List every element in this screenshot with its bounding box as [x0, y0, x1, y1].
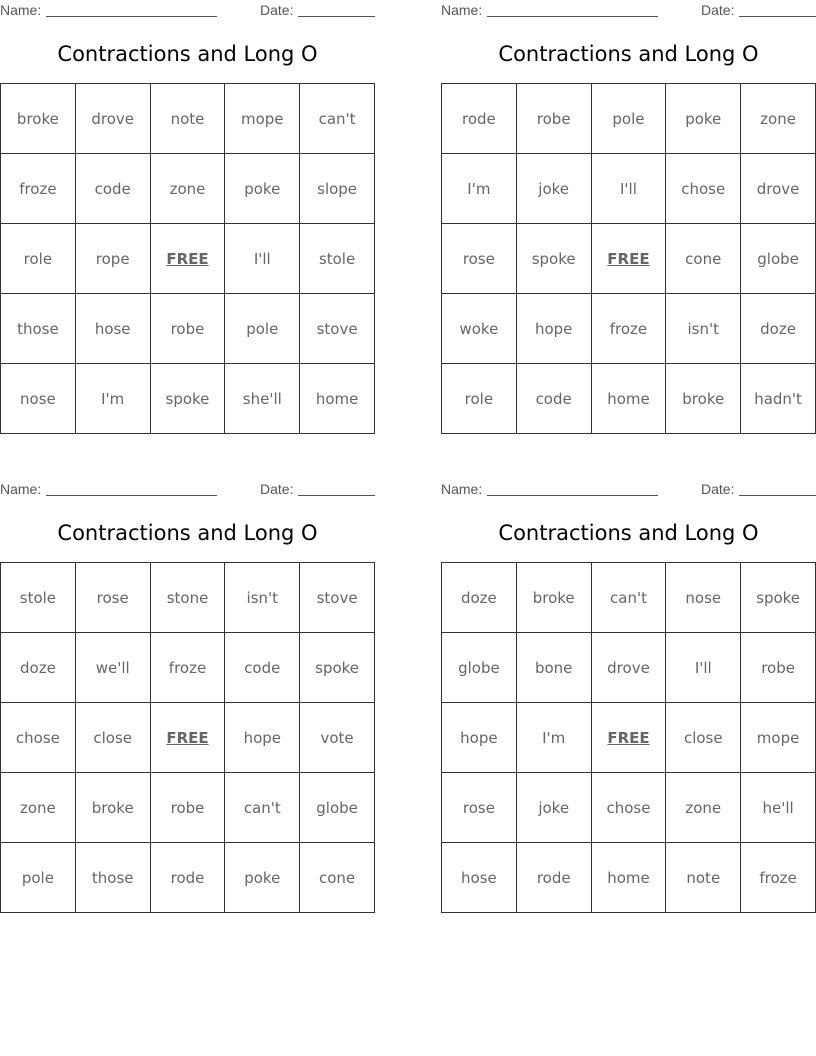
grid-cell: zone — [666, 773, 741, 843]
name-label: Name: — [441, 481, 483, 497]
grid-cell: broke — [516, 563, 591, 633]
grid-cell: froze — [150, 633, 225, 703]
grid-cell: pole — [1, 843, 76, 913]
grid-cell: can't — [225, 773, 300, 843]
bingo-grid — [0, 562, 375, 913]
grid-cell: poke — [666, 84, 741, 154]
grid-cell: rode — [150, 843, 225, 913]
bingo-grid — [0, 83, 375, 434]
grid-cell: she'll — [225, 364, 300, 434]
grid-cell: stove — [300, 563, 375, 633]
grid-cell: nose — [1, 364, 76, 434]
grid-cell: mope — [225, 84, 300, 154]
grid-row — [1, 364, 375, 434]
grid-cell: zone — [741, 84, 816, 154]
free-space: FREE — [150, 224, 225, 294]
grid-cell: robe — [150, 773, 225, 843]
grid-cell: code — [225, 633, 300, 703]
bingo-grid — [441, 562, 816, 913]
grid-cell: stole — [300, 224, 375, 294]
date-line — [298, 495, 375, 496]
date-line — [739, 495, 816, 496]
grid-cell: robe — [150, 294, 225, 364]
name-date-bar — [0, 0, 375, 20]
date-label: Date: — [701, 2, 735, 18]
grid-cell: I'm — [75, 364, 150, 434]
grid-cell: slope — [300, 154, 375, 224]
grid-cell: zone — [1, 773, 76, 843]
grid-cell: chose — [1, 703, 76, 773]
grid-cell: note — [666, 843, 741, 913]
grid-cell: globe — [741, 224, 816, 294]
grid-cell: bone — [516, 633, 591, 703]
grid-row — [1, 843, 375, 913]
grid-cell: hose — [442, 843, 517, 913]
name-date-bar — [441, 479, 816, 499]
grid-cell: hope — [516, 294, 591, 364]
name-label: Name: — [0, 481, 42, 497]
grid-cell: stove — [300, 294, 375, 364]
name-date-bar — [441, 0, 816, 20]
grid-cell: can't — [300, 84, 375, 154]
grid-cell: froze — [591, 294, 666, 364]
date-line — [739, 16, 816, 17]
grid-cell: role — [1, 224, 76, 294]
grid-cell: home — [300, 364, 375, 434]
card-title: Contractions and Long O — [498, 42, 759, 66]
grid-cell: he'll — [741, 773, 816, 843]
grid-cell: spoke — [300, 633, 375, 703]
name-line — [487, 16, 658, 17]
grid-cell: froze — [1, 154, 76, 224]
grid-cell: chose — [666, 154, 741, 224]
grid-cell: code — [516, 364, 591, 434]
date-label: Date: — [260, 2, 294, 18]
grid-cell: stole — [1, 563, 76, 633]
grid-cell: doze — [1, 633, 76, 703]
grid-row — [442, 633, 816, 703]
card-title: Contractions and Long O — [498, 521, 759, 545]
name-line — [487, 495, 658, 496]
grid-row — [442, 843, 816, 913]
grid-cell: I'll — [666, 633, 741, 703]
grid-cell: can't — [591, 563, 666, 633]
grid-cell: rode — [442, 84, 517, 154]
grid-cell: hope — [225, 703, 300, 773]
grid-cell: I'm — [516, 703, 591, 773]
grid-cell: poke — [225, 843, 300, 913]
grid-cell: joke — [516, 773, 591, 843]
grid-cell: those — [75, 843, 150, 913]
card-title: Contractions and Long O — [57, 521, 318, 545]
grid-row — [1, 773, 375, 843]
grid-cell: I'll — [225, 224, 300, 294]
grid-cell: vote — [300, 703, 375, 773]
grid-cell: stone — [150, 563, 225, 633]
grid-cell: poke — [225, 154, 300, 224]
grid-row — [442, 703, 816, 773]
grid-cell: home — [591, 364, 666, 434]
grid-row — [442, 563, 816, 633]
grid-row — [1, 224, 375, 294]
grid-cell: broke — [75, 773, 150, 843]
free-space: FREE — [150, 703, 225, 773]
grid-cell: we'll — [75, 633, 150, 703]
grid-cell: woke — [442, 294, 517, 364]
grid-cell: spoke — [516, 224, 591, 294]
grid-row — [1, 84, 375, 154]
grid-row — [442, 294, 816, 364]
grid-cell: pole — [591, 84, 666, 154]
bingo-grid — [441, 83, 816, 434]
grid-cell: rose — [442, 773, 517, 843]
card-title: Contractions and Long O — [57, 42, 318, 66]
grid-cell: cone — [300, 843, 375, 913]
grid-cell: zone — [150, 154, 225, 224]
grid-cell: doze — [741, 294, 816, 364]
name-label: Name: — [441, 2, 483, 18]
grid-cell: I'll — [591, 154, 666, 224]
grid-cell: robe — [741, 633, 816, 703]
name-line — [46, 495, 217, 496]
grid-cell: I'm — [442, 154, 517, 224]
date-line — [298, 16, 375, 17]
grid-cell: rose — [75, 563, 150, 633]
grid-cell: globe — [300, 773, 375, 843]
grid-cell: role — [442, 364, 517, 434]
grid-row — [442, 773, 816, 843]
grid-cell: chose — [591, 773, 666, 843]
grid-cell: hose — [75, 294, 150, 364]
grid-row — [1, 633, 375, 703]
grid-cell: code — [75, 154, 150, 224]
grid-row — [1, 563, 375, 633]
name-label: Name: — [0, 2, 42, 18]
grid-cell: joke — [516, 154, 591, 224]
grid-cell: close — [75, 703, 150, 773]
grid-cell: drove — [741, 154, 816, 224]
grid-row — [442, 84, 816, 154]
grid-cell: rope — [75, 224, 150, 294]
grid-cell: mope — [741, 703, 816, 773]
grid-cell: pole — [225, 294, 300, 364]
grid-cell: drove — [75, 84, 150, 154]
grid-cell: doze — [442, 563, 517, 633]
name-date-bar — [0, 479, 375, 499]
grid-cell: close — [666, 703, 741, 773]
free-space: FREE — [591, 224, 666, 294]
date-label: Date: — [260, 481, 294, 497]
grid-cell: spoke — [150, 364, 225, 434]
grid-cell: spoke — [741, 563, 816, 633]
grid-cell: rose — [442, 224, 517, 294]
grid-row — [442, 364, 816, 434]
name-line — [46, 16, 217, 17]
grid-cell: froze — [741, 843, 816, 913]
grid-row — [442, 224, 816, 294]
grid-cell: isn't — [666, 294, 741, 364]
grid-cell: note — [150, 84, 225, 154]
grid-cell: globe — [442, 633, 517, 703]
grid-cell: home — [591, 843, 666, 913]
grid-cell: nose — [666, 563, 741, 633]
grid-cell: cone — [666, 224, 741, 294]
grid-cell: broke — [1, 84, 76, 154]
grid-cell: those — [1, 294, 76, 364]
grid-row — [1, 703, 375, 773]
grid-cell: rode — [516, 843, 591, 913]
grid-cell: drove — [591, 633, 666, 703]
grid-cell: isn't — [225, 563, 300, 633]
grid-cell: robe — [516, 84, 591, 154]
grid-row — [1, 294, 375, 364]
grid-cell: hadn't — [741, 364, 816, 434]
date-label: Date: — [701, 481, 735, 497]
grid-row — [1, 154, 375, 224]
grid-cell: broke — [666, 364, 741, 434]
grid-cell: hope — [442, 703, 517, 773]
grid-row — [442, 154, 816, 224]
free-space: FREE — [591, 703, 666, 773]
